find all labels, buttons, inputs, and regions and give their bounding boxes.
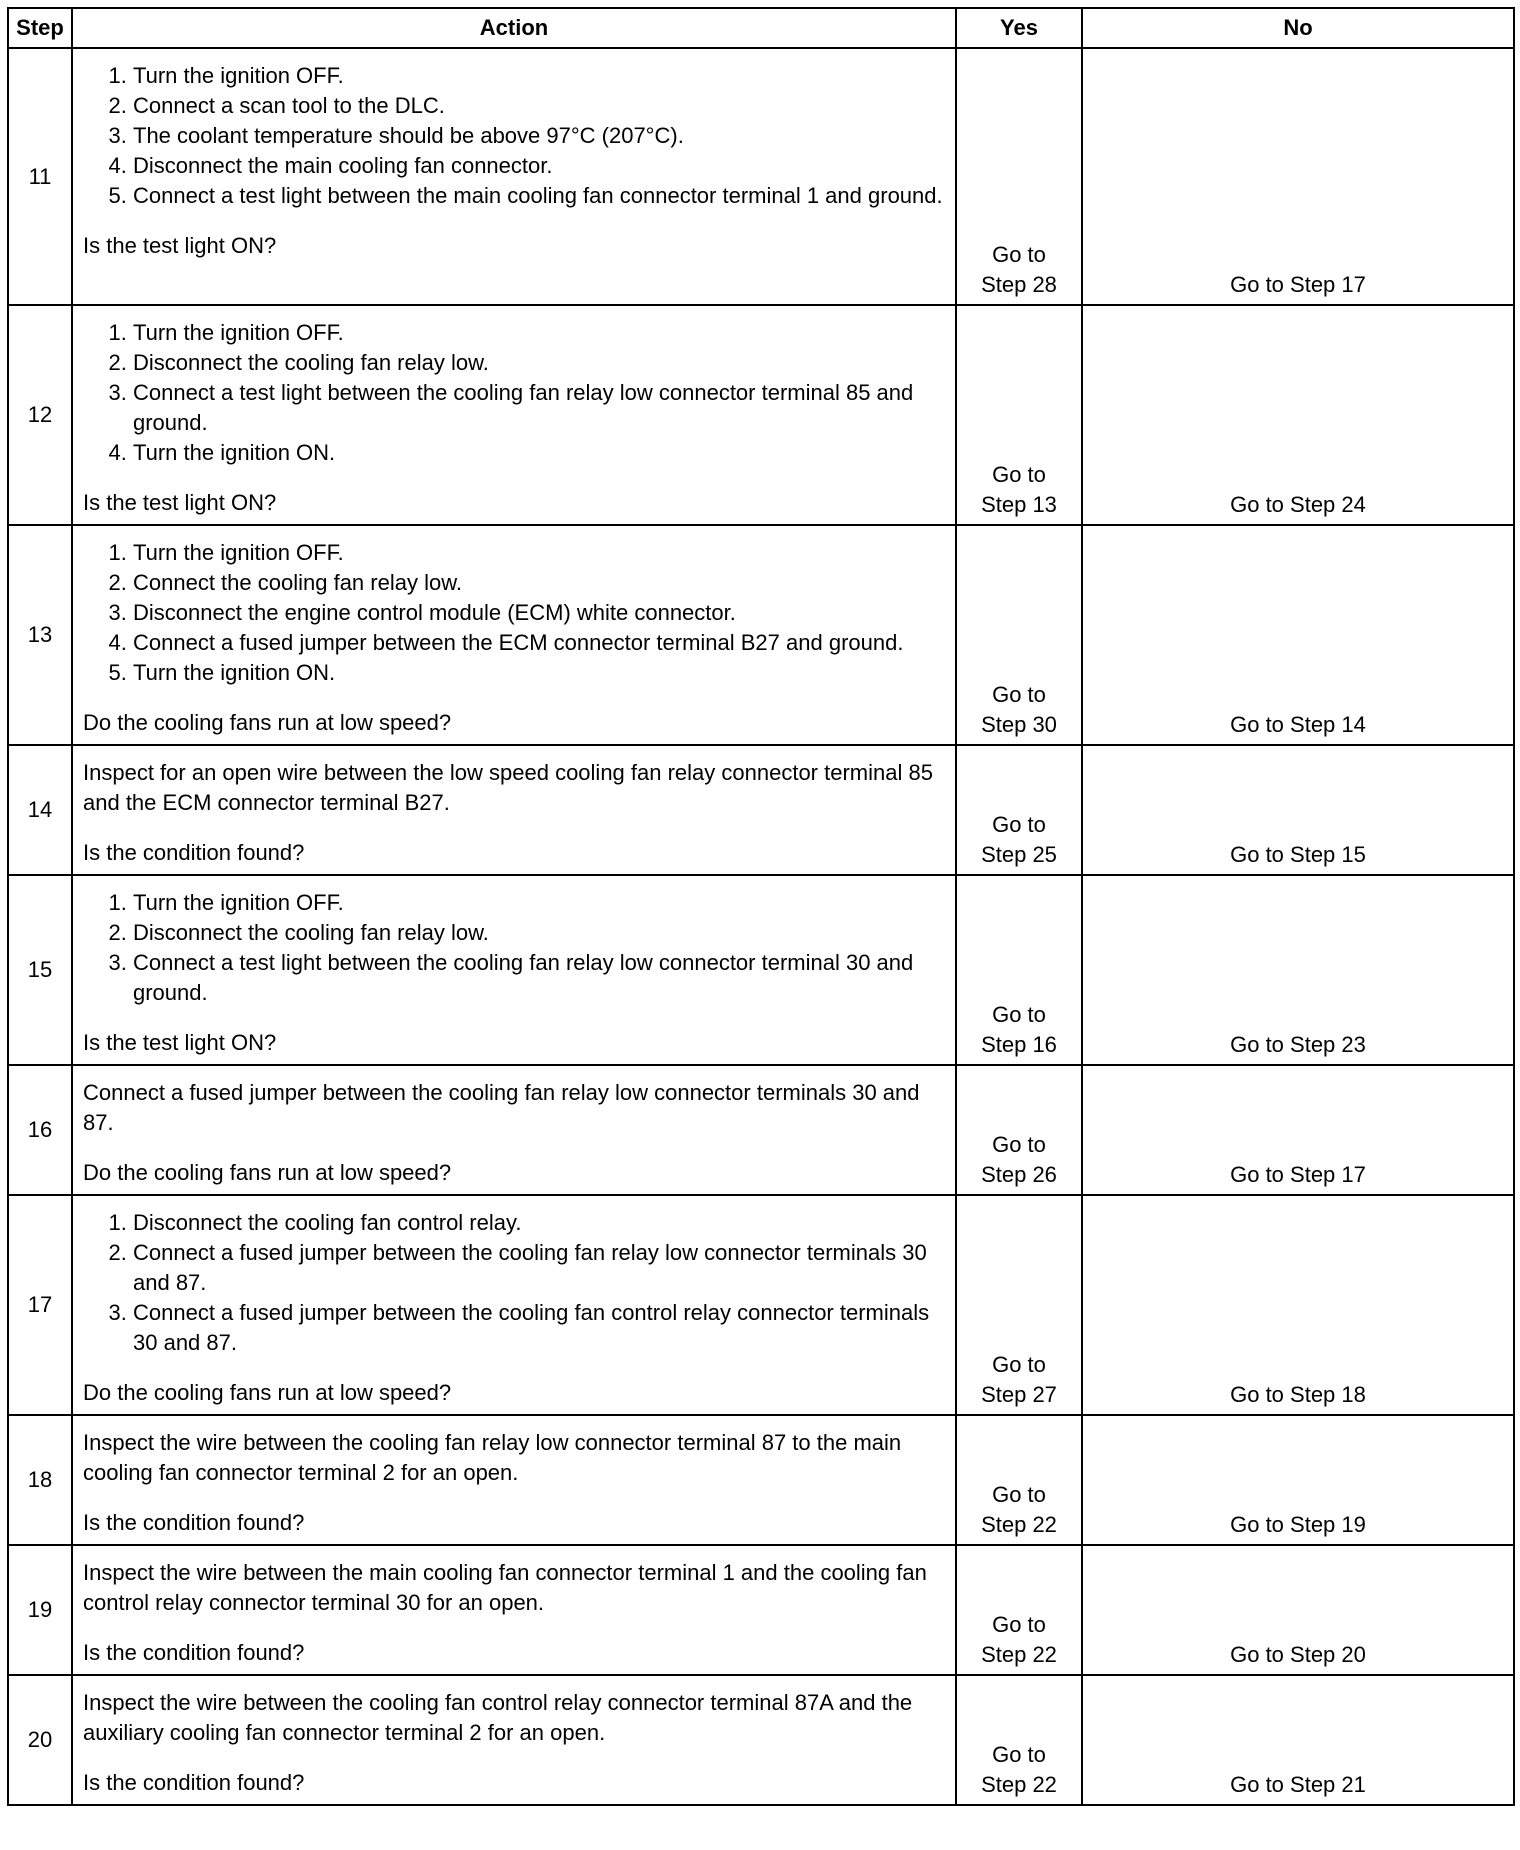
yes-outcome-line: Step 13: [981, 492, 1057, 517]
step-number: 18: [8, 1415, 72, 1545]
yes-outcome-line: Step 27: [981, 1382, 1057, 1407]
step-number: 16: [8, 1065, 72, 1195]
action-step: 4. Disconnect the main cooling fan connector.: [133, 151, 945, 181]
action-question: Is the condition found?: [83, 1640, 305, 1665]
action-step: 1. Turn the ignition OFF.: [133, 888, 945, 918]
action-step: 3. The coolant temperature should be above 97°C (207°C).: [133, 121, 945, 151]
yes-cell: [956, 1065, 1082, 1195]
action-step: 5. Connect a test light between the main cooling fan connector terminal 1 and ground.: [133, 181, 945, 211]
no-outcome: Go to Step 15: [1082, 745, 1514, 875]
no-outcome: Go to Step 24: [1082, 305, 1514, 525]
action-question: Do the cooling fans run at low speed?: [83, 1160, 452, 1185]
action-step: 2. Disconnect the cooling fan relay low.: [133, 348, 945, 378]
no-outcome: Go to Step 17: [1082, 1065, 1514, 1195]
action-cell: [72, 48, 956, 305]
table-row: [8, 1545, 1514, 1675]
table-row: [8, 1675, 1514, 1805]
table-header-row: [8, 8, 1514, 48]
yes-cell: [956, 48, 1082, 305]
action-cell: [72, 745, 956, 875]
yes-outcome-line: Go to: [992, 1132, 1046, 1157]
yes-outcome-line: Go to: [992, 1352, 1046, 1377]
yes-outcome-line: Step 16: [981, 1032, 1057, 1057]
step-number: 14: [8, 745, 72, 875]
action-text: Inspect the wire between the cooling fan relay low connector terminal 87 to the main cooling fan connector terminal 2 for an open.: [83, 1430, 902, 1485]
step-number: 20: [8, 1675, 72, 1805]
no-outcome: Go to Step 18: [1082, 1195, 1514, 1415]
action-cell: [72, 525, 956, 745]
action-step: 1. Turn the ignition OFF.: [133, 61, 945, 91]
header-no: No: [1082, 8, 1514, 48]
yes-cell: [956, 1675, 1082, 1805]
yes-outcome-line: Go to: [992, 1482, 1046, 1507]
step-number: 12: [8, 305, 72, 525]
action-step-list: [83, 61, 945, 211]
action-step: 1. Turn the ignition OFF.: [133, 318, 945, 348]
table-row: [8, 1415, 1514, 1545]
action-step-list: [83, 318, 945, 468]
yes-outcome-line: Step 26: [981, 1162, 1057, 1187]
yes-cell: [956, 525, 1082, 745]
yes-outcome-line: Step 28: [981, 272, 1057, 297]
action-step: 4. Connect a fused jumper between the ECM connector terminal B27 and ground.: [133, 628, 945, 658]
header-step: Step: [8, 8, 72, 48]
yes-outcome-line: Step 22: [981, 1512, 1057, 1537]
action-question: Is the condition found?: [83, 840, 305, 865]
action-cell: [72, 1195, 956, 1415]
action-cell: [72, 1415, 956, 1545]
yes-outcome-line: Step 22: [981, 1642, 1057, 1667]
step-number: 19: [8, 1545, 72, 1675]
action-step: 2. Disconnect the cooling fan relay low.: [133, 918, 945, 948]
action-step: 2. Connect a scan tool to the DLC.: [133, 91, 945, 121]
action-question: Do the cooling fans run at low speed?: [83, 710, 452, 735]
step-number: 11: [8, 48, 72, 305]
action-step: 3. Connect a test light between the cooling fan relay low connector terminal 30 and ground.: [133, 948, 945, 1008]
action-step: 5. Turn the ignition ON.: [133, 658, 945, 688]
action-step: 2. Connect a fused jumper between the cooling fan relay low connector terminals 30 and 87.: [133, 1238, 945, 1298]
action-cell: [72, 1675, 956, 1805]
action-step: 1. Disconnect the cooling fan control relay.: [133, 1208, 945, 1238]
yes-outcome-line: Go to: [992, 242, 1046, 267]
action-question: Is the condition found?: [83, 1510, 305, 1535]
yes-cell: [956, 305, 1082, 525]
table-row: [8, 1065, 1514, 1195]
action-step: 3. Connect a fused jumper between the cooling fan control relay connector terminals 30 and 87.: [133, 1298, 945, 1358]
step-number: 17: [8, 1195, 72, 1415]
yes-cell: [956, 875, 1082, 1065]
action-text: Connect a fused jumper between the cooling fan relay low connector terminals 30 and 87.: [83, 1080, 920, 1135]
no-outcome: Go to Step 14: [1082, 525, 1514, 745]
action-text: Inspect the wire between the main cooling fan connector terminal 1 and the cooling fan control relay connector terminal 30 for an open.: [83, 1560, 927, 1615]
action-step-list: [83, 888, 945, 1008]
table-row: [8, 48, 1514, 305]
yes-cell: [956, 1545, 1082, 1675]
action-cell: [72, 305, 956, 525]
action-cell: [72, 1545, 956, 1675]
yes-outcome-line: Go to: [992, 682, 1046, 707]
action-step: 2. Connect the cooling fan relay low.: [133, 568, 945, 598]
table-row: [8, 525, 1514, 745]
table-row: [8, 875, 1514, 1065]
action-step: 1. Turn the ignition OFF.: [133, 538, 945, 568]
yes-outcome-line: Step 30: [981, 712, 1057, 737]
yes-outcome-line: Go to: [992, 1612, 1046, 1637]
yes-cell: [956, 1195, 1082, 1415]
step-number: 15: [8, 875, 72, 1065]
yes-cell: [956, 1415, 1082, 1545]
action-question: Do the cooling fans run at low speed?: [83, 1380, 452, 1405]
step-number: 13: [8, 525, 72, 745]
action-text: Inspect the wire between the cooling fan control relay connector terminal 87A and the auxiliary cooling fan connector terminal 2 for an open.: [83, 1690, 913, 1745]
yes-outcome-line: Step 25: [981, 842, 1057, 867]
action-step-list: [83, 538, 945, 688]
yes-outcome-line: Go to: [992, 462, 1046, 487]
action-cell: [72, 875, 956, 1065]
action-step: 4. Turn the ignition ON.: [133, 438, 945, 468]
action-cell: [72, 1065, 956, 1195]
no-outcome: Go to Step 19: [1082, 1415, 1514, 1545]
yes-outcome-line: Step 22: [981, 1772, 1057, 1797]
action-question: Is the test light ON?: [83, 490, 277, 515]
action-step: 3. Disconnect the engine control module (ECM) white connector.: [133, 598, 945, 628]
table-row: [8, 745, 1514, 875]
no-outcome: Go to Step 21: [1082, 1675, 1514, 1805]
action-question: Is the condition found?: [83, 1770, 305, 1795]
yes-outcome-line: Go to: [992, 1742, 1046, 1767]
yes-outcome-line: Go to: [992, 1002, 1046, 1027]
no-outcome: Go to Step 23: [1082, 875, 1514, 1065]
action-question: Is the test light ON?: [83, 1030, 277, 1055]
table-row: [8, 305, 1514, 525]
diagnostic-table: [7, 7, 1515, 1806]
header-yes: Yes: [956, 8, 1082, 48]
table-row: [8, 1195, 1514, 1415]
no-outcome: Go to Step 20: [1082, 1545, 1514, 1675]
action-step-list: [83, 1208, 945, 1358]
yes-outcome-line: Go to: [992, 812, 1046, 837]
action-text: Inspect for an open wire between the low speed cooling fan relay connector terminal 85 and the ECM connector terminal B27.: [83, 760, 933, 815]
no-outcome: Go to Step 17: [1082, 48, 1514, 305]
header-action: Action: [72, 8, 956, 48]
action-question: Is the test light ON?: [83, 233, 277, 258]
yes-cell: [956, 745, 1082, 875]
action-step: 3. Connect a test light between the cooling fan relay low connector terminal 85 and ground.: [133, 378, 945, 438]
